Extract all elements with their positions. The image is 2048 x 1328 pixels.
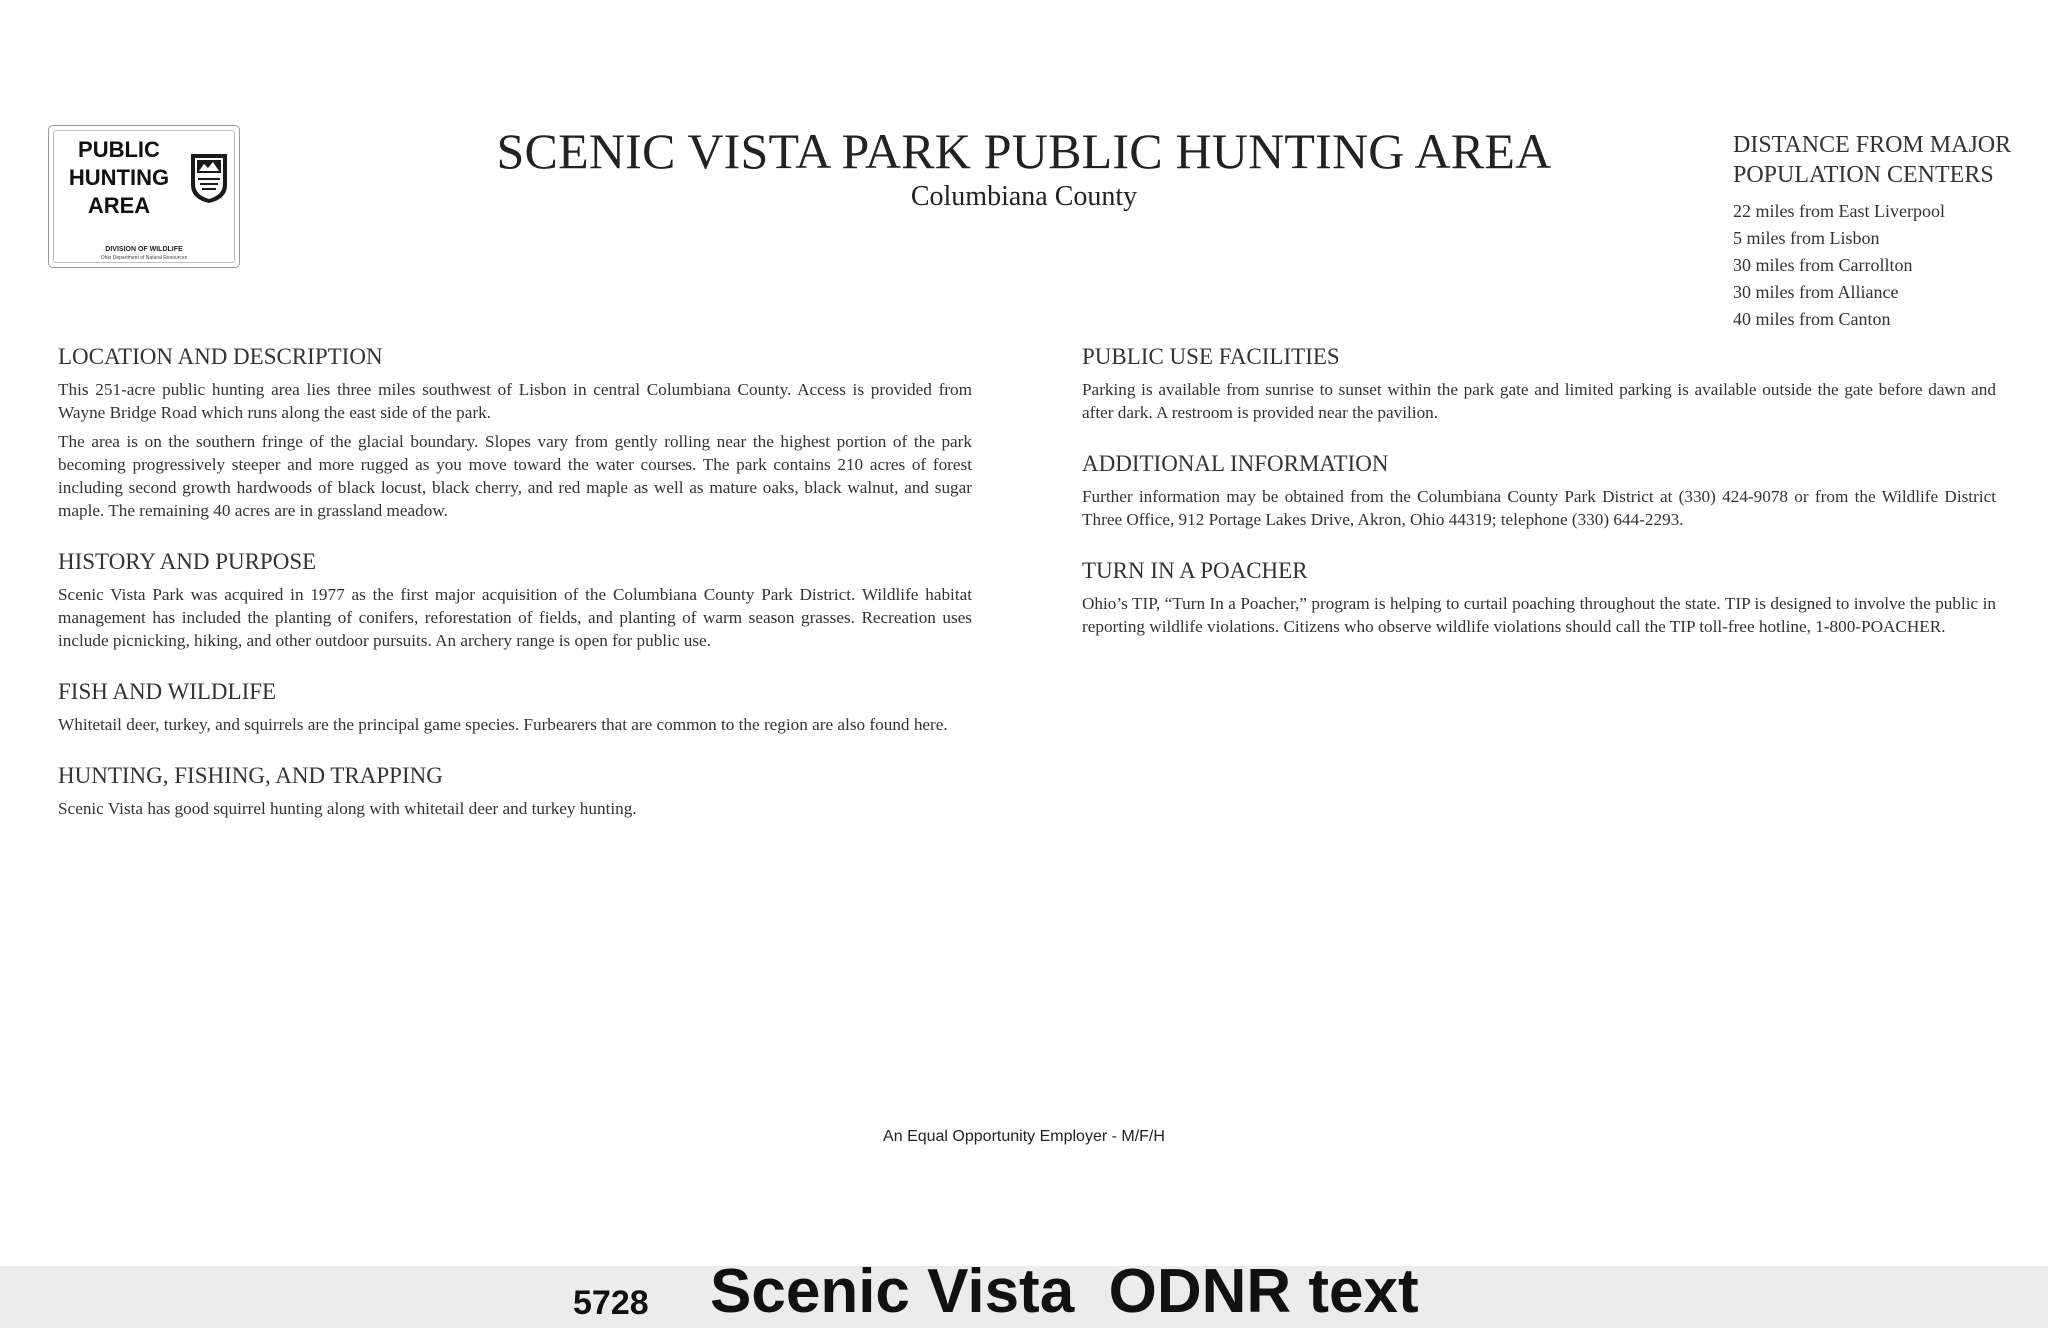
section-poacher	[1082, 556, 1996, 638]
distance-heading	[1733, 130, 2033, 190]
section-paragraph: This 251-acre public hunting area lies three miles southwest of Lisbon in central Columbiana County. Access is provided from Wayne Bridge Road which runs along the east side of the park.	[58, 380, 972, 422]
distance-block	[1733, 130, 2033, 333]
section-paragraph: Further information may be obtained from the Columbiana County Park District at (330) 424-9078 or from the Wildlife District Three Office, 912 Portage Lakes Drive, Akron, Ohio 44319; telephone (330) 644-2293.	[1082, 487, 1996, 529]
slug-number: 5728	[573, 1284, 649, 1322]
section-heading: TURN IN A POACHER	[1082, 558, 1308, 583]
logo-line-area: AREA	[87, 193, 151, 218]
logo-line-hunting: HUNTING	[68, 165, 170, 190]
section-facilities	[1082, 342, 1996, 424]
section-paragraph: The area is on the southern fringe of the glacial boundary. Slopes vary from gently rolling near the highest portion of the park becoming progressively steeper and more rugged as you move toward the water courses. The park contains 210 acres of forest including second growth hardwoods of black locust, black cherry, and red maple as well as mature oaks, black walnut, and sugar maple. The remaining 40 acres are in grassland meadow.	[58, 432, 972, 520]
section-paragraph: Parking is available from sunrise to sunset within the park gate and limited parking is available outside the gate before dawn and after dark. A restroom is provided near the pavilion.	[1082, 380, 1996, 422]
distance-heading-line2: POPULATION CENTERS	[1733, 162, 1994, 188]
section-location	[58, 342, 972, 522]
slug-text: Scenic Vista ODNR text	[710, 1257, 1419, 1326]
distance-item: 22 miles from East Liverpool	[1733, 201, 1945, 221]
section-paragraph: Scenic Vista Park was acquired in 1977 as the first major acquisition of the Columbiana County Park District. Wildlife habitat management has included the planting of conifers, reforestation of fields, and planting of warm season grasses. Recreation uses include picnicking, hiking, and other outdoor pursuits. An archery range is open for public use.	[58, 585, 972, 650]
section-fish-wildlife	[58, 677, 972, 736]
section-heading: PUBLIC USE FACILITIES	[1082, 344, 1340, 369]
equal-opportunity-note: An Equal Opportunity Employer - M/F/H	[883, 1128, 1165, 1145]
logo-division-text: DIVISION OF WILDLIFE	[105, 246, 183, 253]
county-subtitle: Columbiana County	[910, 181, 1138, 212]
section-heading: HISTORY AND PURPOSE	[58, 549, 317, 574]
section-hunting	[58, 761, 972, 820]
section-heading: LOCATION AND DESCRIPTION	[58, 344, 383, 369]
section-paragraph: Ohio’s TIP, “Turn In a Poacher,” program is helping to curtail poaching throughout the state. TIP is designed to involve the public in reporting wildlife violations. Citizens who observe wildlife violations should call the TIP toll-free hotline, 1-800-POACHER.	[1082, 594, 1996, 636]
distance-heading-line1: DISTANCE FROM MAJOR	[1733, 132, 2012, 158]
page-title: SCENIC VISTA PARK PUBLIC HUNTING AREA	[496, 123, 1552, 179]
section-heading: ADDITIONAL INFORMATION	[1082, 451, 1389, 476]
distance-item: 30 miles from Carrollton	[1733, 255, 1913, 275]
distance-item: 5 miles from Lisbon	[1733, 228, 1880, 248]
right-column	[1082, 342, 1996, 663]
left-column	[58, 342, 972, 845]
section-paragraph: Whitetail deer, turkey, and squirrels are the principal game species. Furbearers that are common to the region are also found here.	[58, 715, 948, 734]
distance-item: 30 miles from Alliance	[1733, 282, 1899, 302]
section-heading: FISH AND WILDLIFE	[58, 679, 277, 704]
logo-line-public: PUBLIC	[78, 137, 160, 162]
section-heading: HUNTING, FISHING, AND TRAPPING	[58, 763, 443, 788]
section-paragraph: Scenic Vista has good squirrel hunting along with whitetail deer and turkey hunting.	[58, 799, 637, 818]
distance-list	[1733, 198, 2033, 333]
section-history	[58, 547, 972, 652]
distance-item: 40 miles from Canton	[1733, 309, 1891, 329]
section-additional-info	[1082, 449, 1996, 531]
logo-department-text: Ohio Department of Natural Resources	[100, 255, 188, 261]
